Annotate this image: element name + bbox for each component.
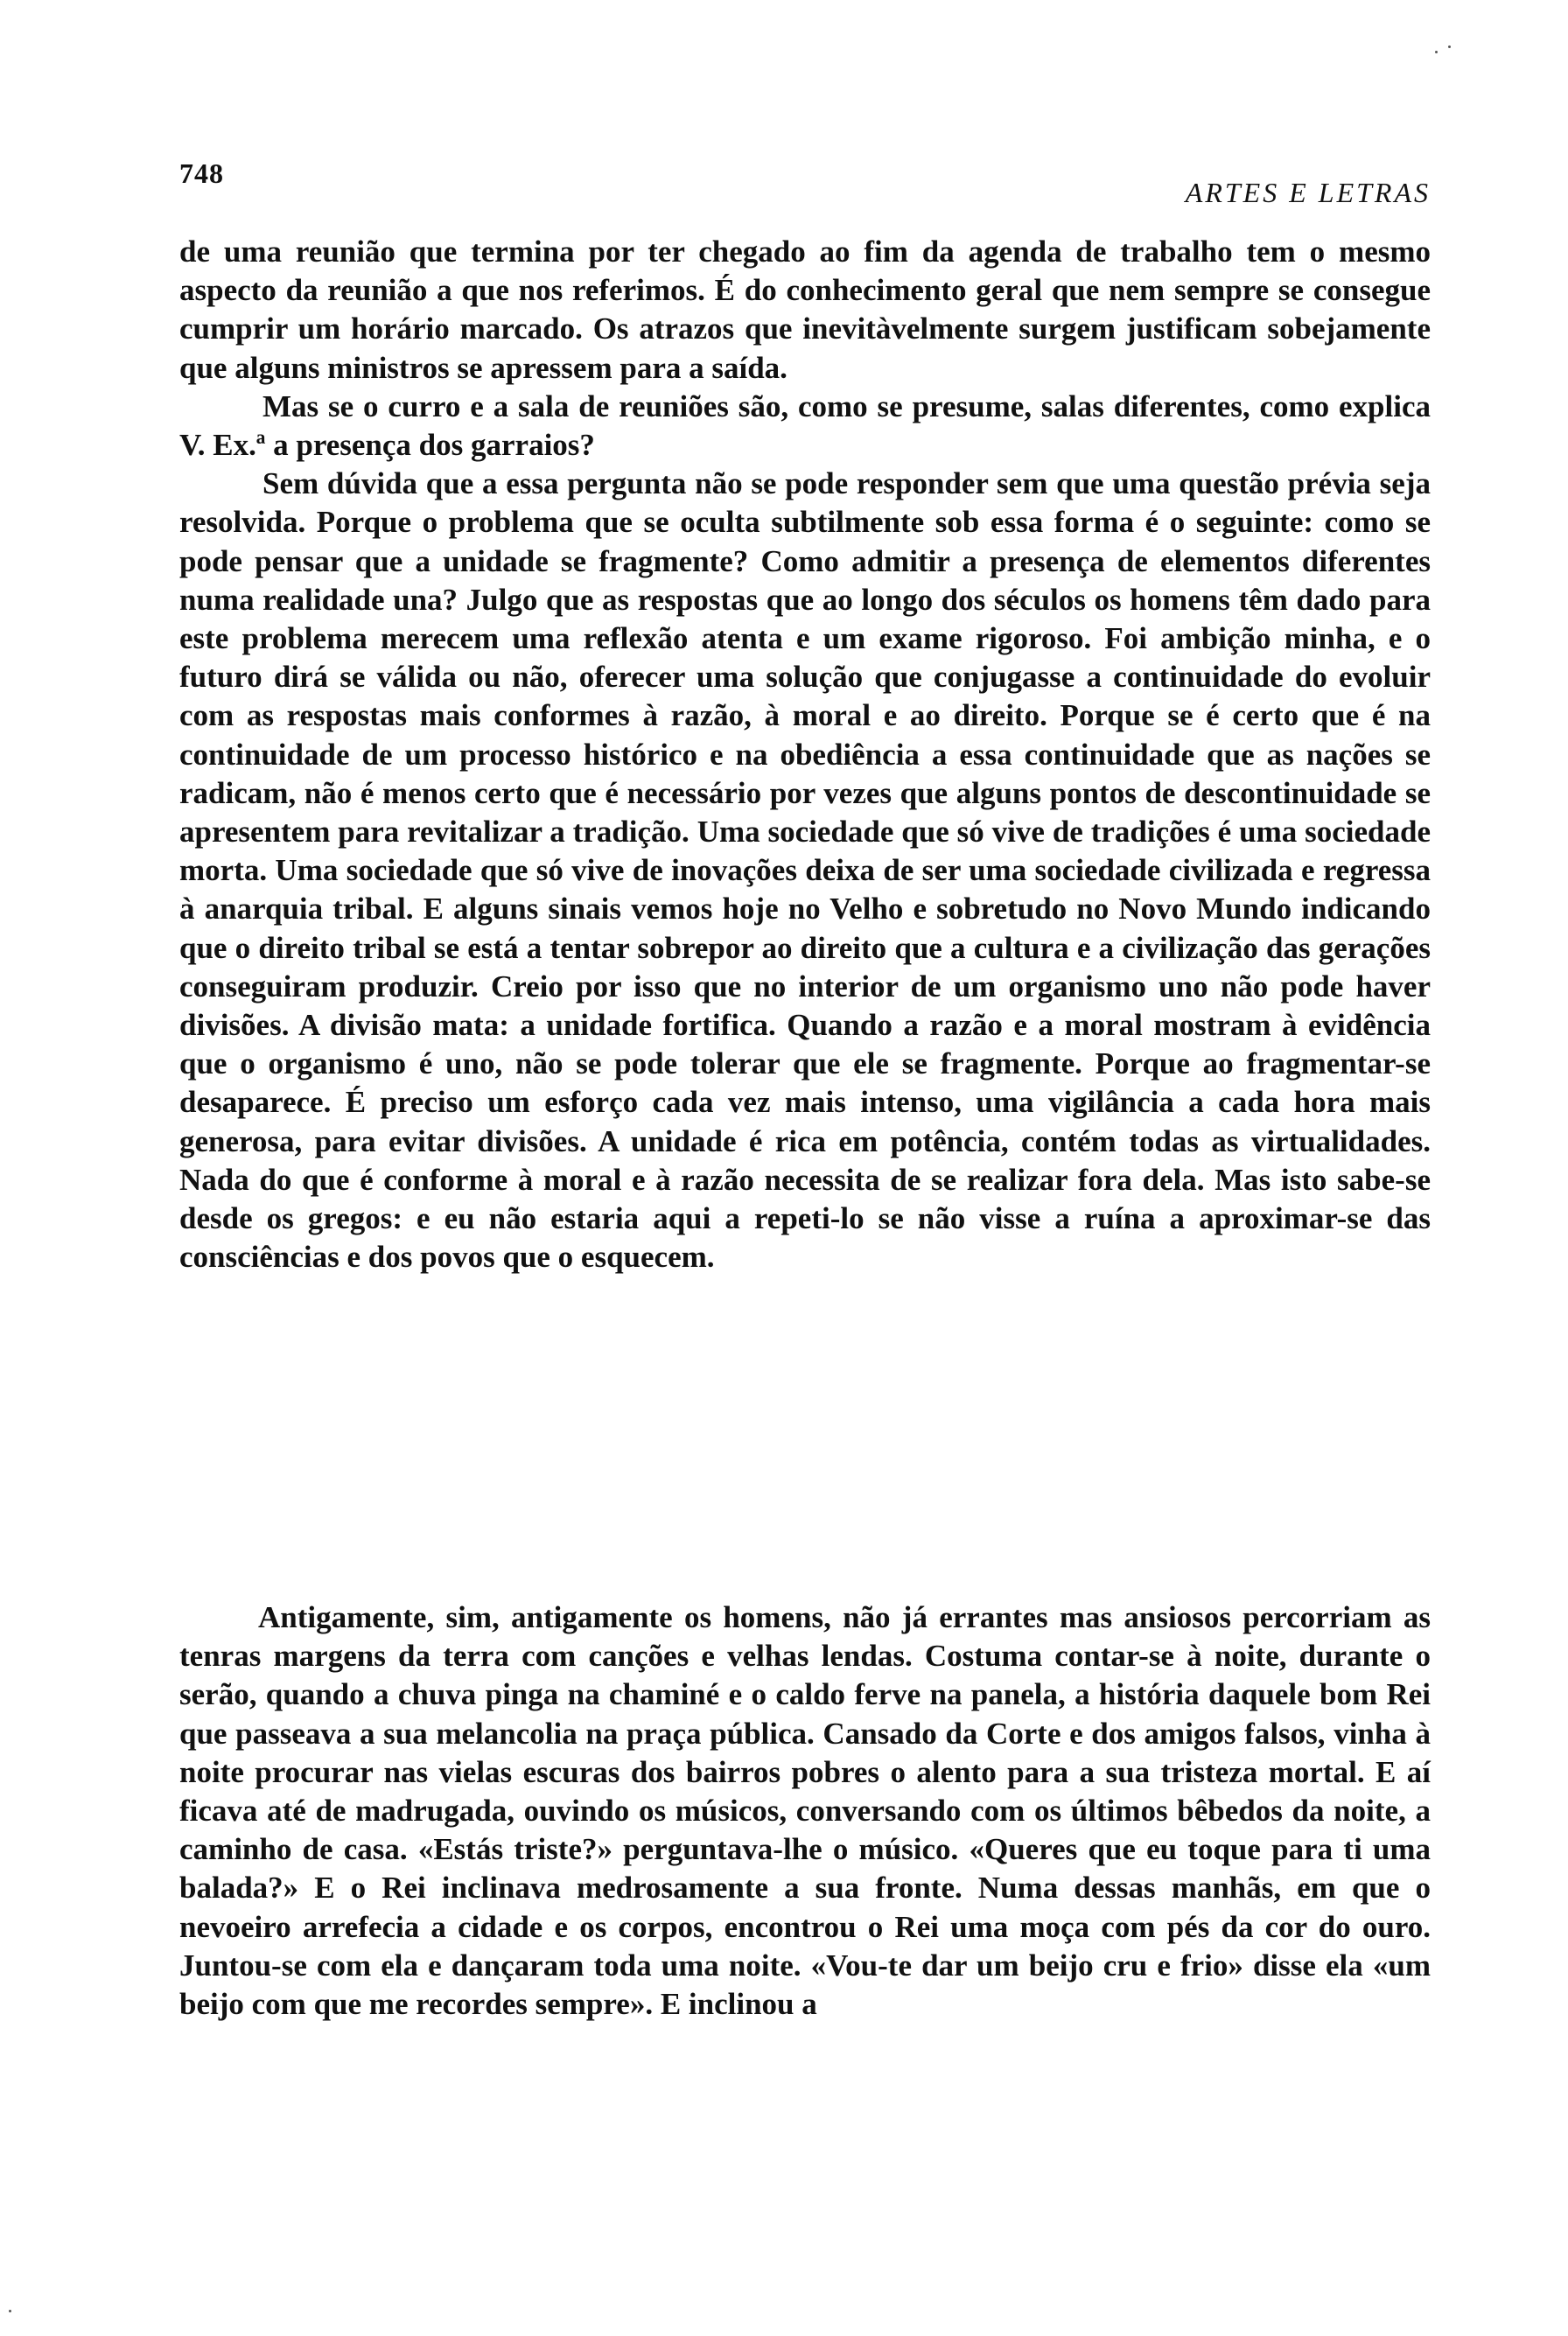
text-section-two bbox=[179, 1598, 1431, 2024]
paragraph-answer: Sem dúvida que a essa pergunta não se pode responder sem que uma questão prévia seja resolvida. Porque o problema que se oculta subtilmente sob essa forma é o seguinte: como se pode pensar que a unidade se fragmente? Como admitir a presença de elementos diferentes numa realidade una? Julgo que as respostas que ao longo dos séculos os homens têm dado para este problema merecem uma reflexão atenta e um exame rigoroso. Foi ambição minha, e o futuro dirá se válida ou não, oferecer uma solução que conjugasse a continuidade do evoluir com as respostas mais conformes à razão, à moral e ao direito. Porque se é certo que é na continuidade de um processo histórico e na obediência a essa continuidade que as nações se radicam, não é menos certo que é necessário por vezes que alguns pontos de descontinuidade se apresentem para revitalizar a tradição. Uma sociedade que só vive de tradições é uma sociedade morta. Uma sociedade que só vive de inovações deixa de ser uma sociedade civilizada e regressa à anarquia tribal. E alguns sinais vemos hoje no Velho e sobretudo no Novo Mundo indicando que o direito tribal se está a tentar sobrepor ao direito que a cultura e a civilização das gerações conseguiram produzir. Creio por isso que no interior de um organismo uno não pode haver divisões. A divisão mata: a unidade fortifica. Quando a razão e a moral mostram à evidência que o organismo é uno, não se pode tolerar que ele se fragmente. Porque ao fragmentar-se desaparece. É preciso um esforço cada vez mais intenso, uma vigilância a cada hora mais generosa, para evitar divisões. A unidade é rica em potência, contém todas as virtualidades. Nada do que é conforme à moral e à razão necessita de se realizar fora dela. Mas isto sabe-se desde os gregos: e eu não estaria aqui a repeti-lo se não visse a ruína a aproximar-se das consciências e dos povos que o esquecem. bbox=[179, 466, 1431, 1275]
paragraph-question: Mas se o curro e a sala de reuniões são, como se presume, salas diferentes, como explica V. Ex.ª a presença dos garraios? bbox=[179, 388, 1431, 463]
page-number: 748 bbox=[179, 157, 224, 189]
running-title: ARTES E LETRAS bbox=[1185, 177, 1431, 208]
scan-speck bbox=[1448, 45, 1451, 48]
paragraph-continuation: de uma reunião que termina por ter chegado ao fim da agenda de trabalho tem o mesmo aspecto da reunião a que nos referimos. É do conhecimento geral que nem sempre se consegue cumprir um horário marcado. Os atrazos que inevitàvelmente surgem justificam sobejamente que alguns ministros se apressem para a saída. bbox=[179, 234, 1431, 385]
scan-speck bbox=[1435, 51, 1438, 53]
paragraph-story: Antigamente, sim, antigamente os homens, não já errantes mas ansiosos percorriam as tenras margens da terra com canções e velhas lendas. Costuma contar-se à noite, durante o serão, quando a chuva pinga na chaminé e o caldo ferve na panela, a história daquele bom Rei que passeava a sua melancolia na praça pública. Cansado da Corte e dos amigos falsos, vinha à noite procurar nas vielas escuras dos bairros pobres o alento para a sua tristeza mortal. E aí ficava até de madrugada, ouvindo os músicos, conversando com os últimos bêbedos da noite, a caminho de casa. «Estás triste?» perguntava-lhe o músico. «Queres que eu toque para ti uma balada?» E o Rei inclinava medrosamente a sua fronte. Numa dessas manhãs, em que o nevoeiro arrefecia a cidade e os corpos, encontrou o Rei uma moça com pés da cor do ouro. Juntou-se com ela e dançaram toda uma noite. «Vou-te dar um beijo cru e frio» disse ela «um beijo com que me recordes sempre». E inclinou a bbox=[179, 1600, 1431, 2022]
scan-speck bbox=[9, 2310, 11, 2312]
page-header bbox=[179, 157, 1431, 210]
text-section-one bbox=[179, 233, 1431, 1276]
